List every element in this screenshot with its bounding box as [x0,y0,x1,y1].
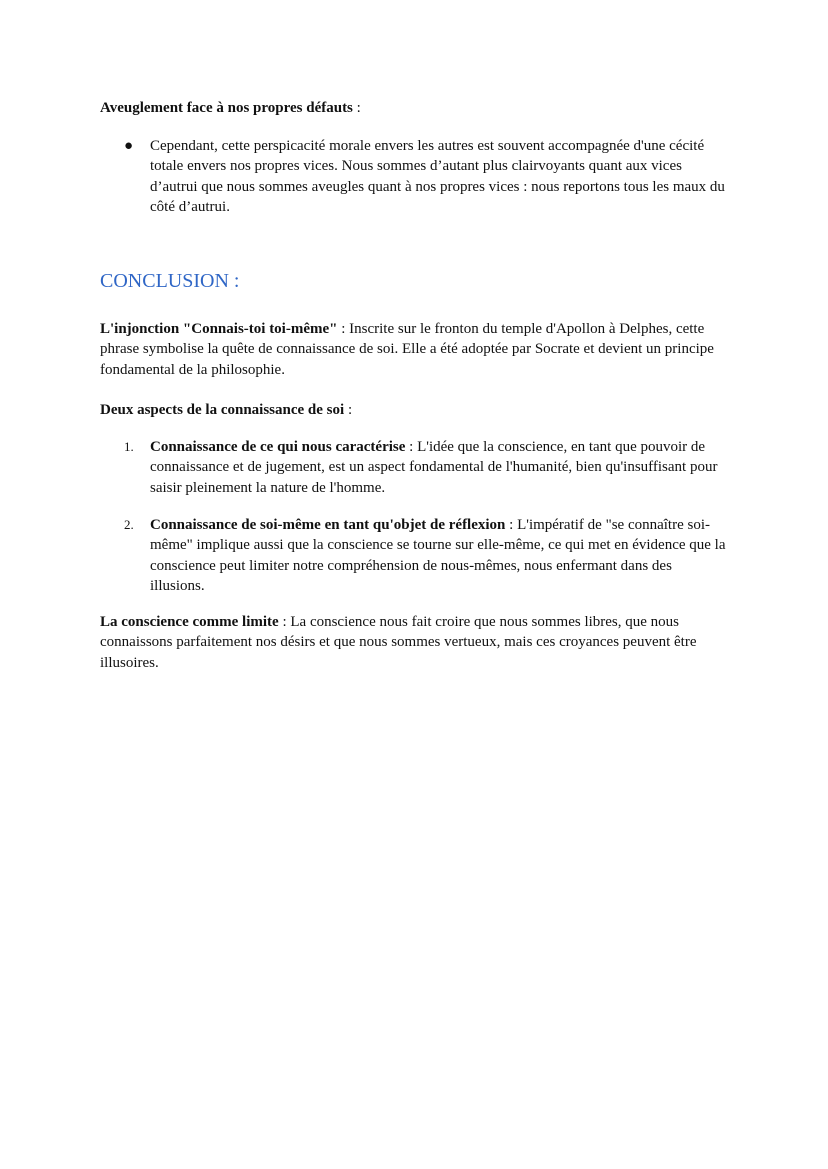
bullet-icon: ● [124,138,134,154]
para-text: : La conscience nous fait croire que nous sommes libres, que nous connaissons parfaitement nos désirs et que nous sommes vertueux, mais ces croyances peuvent être illusoires. [100,614,697,671]
list-number: 1. [124,439,134,454]
para-bold: L'injonction "Connais-toi toi-même" [100,321,338,337]
bullet-text: Cependant, cette perspicacité morale envers les autres est souvent accompagnée d'une cécité totale envers nos propres vices. Nous sommes d’autant plus clairvoyants quant aux vices d’autrui que nous sommes aveugles quant à nos propres vices : nous reportons tous les maux du côté d’autrui. [150,138,725,215]
limit-paragraph [100,612,715,673]
list-number: 2. [124,517,134,532]
list-bold: Connaissance de ce qui nous caractérise [150,439,406,455]
list-text: : L'idée que la conscience, en tant que pouvoir de connaissance et de jugement, est un aspect fondamental de l'humanité, bien qu'insuffisant pour saisir pleinement la nature de l'homme. [150,439,718,496]
conclusion-title: CONCLUSION : [100,270,240,292]
section-heading [100,98,725,118]
list-item [124,515,728,596]
bullet-item [124,136,725,217]
heading-suffix: : [352,100,361,116]
list-item [124,437,728,498]
heading-bold: Aveuglement face à nos propres défauts [100,100,353,116]
aspects-heading [100,400,725,420]
para-text: : [344,402,353,418]
list-text: : L'impératif de "se connaître soi-même" implique aussi que la conscience se tourne sur elle-même, ce qui met en évidence que la conscience peut limiter notre compréhension de nous-mêmes, nous enfermant dans des illusions. [150,517,726,594]
para-text: : Inscrite sur le fronton du temple d'Apollon à Delphes, cette phrase symbolise la quête de connaissance de soi. Elle a été adoptée par Socrate et devient un principe fondamental de la philosophie. [100,321,714,378]
injunction-paragraph [100,319,720,380]
list-bold: Connaissance de soi-même en tant qu'objet de réflexion [150,517,506,533]
para-bold: Deux aspects de la connaissance de soi [100,402,345,418]
para-bold: La conscience comme limite [100,614,279,630]
